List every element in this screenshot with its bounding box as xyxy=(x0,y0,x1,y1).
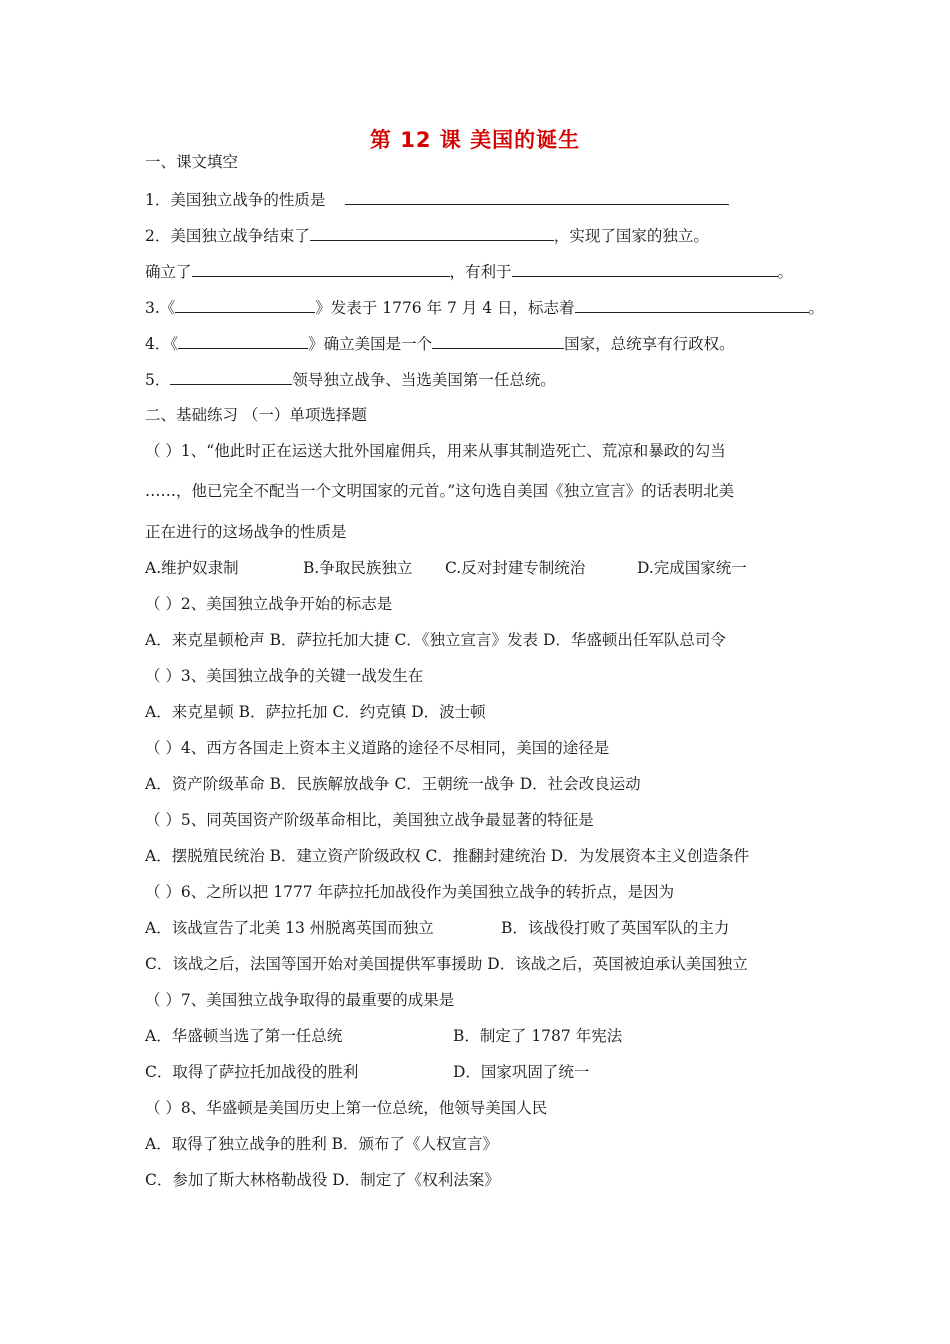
option-a[interactable]: A．华盛顿当选了第一任总统 xyxy=(145,1027,343,1045)
choice-options-4[interactable]: A．资产阶级革命 B．民族解放战争 C．王朝统一战争 D．社会改良运动 xyxy=(145,775,641,793)
page-title: 第 12 课 美国的诞生 xyxy=(369,128,581,152)
question-text: ，实现了国家的独立。 xyxy=(553,227,709,245)
answer-blank[interactable] xyxy=(345,189,729,205)
option-a[interactable]: A．该战宣告了北美 13 州脱离英国而独立 xyxy=(145,919,434,937)
choice-question-1-cont: 正在进行的这场战争的性质是 xyxy=(145,523,347,541)
question-text: 确立了 xyxy=(145,263,192,281)
choice-options-1 xyxy=(145,558,747,578)
choice-options-5[interactable]: A．摆脱殖民统治 B．建立资产阶级政权 C．推翻封建统治 D．为发展资本主义创造条件 xyxy=(145,847,750,865)
question-text: 。 xyxy=(808,299,825,317)
choice-question-7: （ ）7、美国独立战争取得的最重要的成果是 xyxy=(145,991,455,1009)
question-text: 5． xyxy=(145,371,171,389)
choice-question-3: （ ）3、美国独立战争的关键一战发生在 xyxy=(145,667,424,685)
question-text: 3.《 xyxy=(145,299,176,317)
option-b[interactable]: B．该战役打败了英国军队的主力 xyxy=(501,919,730,937)
answer-blank[interactable] xyxy=(512,261,778,277)
option-b[interactable]: B.争取民族独立 xyxy=(303,559,413,577)
choice-options-6 xyxy=(145,918,730,938)
fill-question-4 xyxy=(145,333,735,354)
choice-options-8[interactable]: A．取得了独立战争的胜利 B．颁布了《人权宣言》 xyxy=(145,1135,499,1153)
fill-question-2-cont xyxy=(145,261,793,282)
question-text: 》发表于 1776 年 7 月 4 日，标志着 xyxy=(315,299,575,317)
question-text: 2．美国独立战争结束了 xyxy=(145,227,310,245)
choice-options-8-cont[interactable]: C．参加了斯大林格勒战役 D．制定了《权利法案》 xyxy=(145,1171,500,1189)
answer-blank[interactable] xyxy=(178,333,308,349)
option-d[interactable]: D.完成国家统一 xyxy=(637,559,747,577)
choice-options-7 xyxy=(145,1026,623,1046)
choice-question-1: （ ）1、“他此时正在运送大批外国雇佣兵，用来从事其制造死亡、荒凉和暴政的勾当 xyxy=(145,442,726,460)
answer-blank[interactable] xyxy=(310,225,554,241)
question-text: 》确立美国是一个 xyxy=(308,335,433,353)
choice-options-7-cont xyxy=(145,1062,590,1082)
option-c[interactable]: C．取得了萨拉托加战役的胜利 xyxy=(145,1063,359,1081)
section2-heading: 二、基础练习 （一）单项选择题 xyxy=(145,406,367,424)
option-a[interactable]: A.维护奴隶制 xyxy=(145,559,239,577)
choice-question-1-cont: ……，他已完全不配当一个文明国家的元首。”这句选自美国《独立宣言》的话表明北美 xyxy=(145,482,735,500)
question-text: 1．美国独立战争的性质是 xyxy=(145,191,326,209)
question-text: 领导独立战争、当选美国第一任总统。 xyxy=(292,371,556,389)
question-text: ，有利于 xyxy=(449,263,512,281)
choice-question-4: （ ）4、西方各国走上资本主义道路的途径不尽相同，美国的途径是 xyxy=(145,739,610,757)
option-d[interactable]: D．国家巩固了统一 xyxy=(453,1063,590,1081)
choice-question-2: （ ）2、美国独立战争开始的标志是 xyxy=(145,595,393,613)
fill-question-2 xyxy=(145,225,709,246)
fill-question-1 xyxy=(145,189,729,210)
choice-question-5: （ ）5、同英国资产阶级革命相比，美国独立战争最显著的特征是 xyxy=(145,811,594,829)
answer-blank[interactable] xyxy=(175,297,315,313)
fill-question-3 xyxy=(145,297,824,318)
fill-question-5 xyxy=(145,369,556,390)
answer-blank[interactable] xyxy=(170,369,292,385)
option-b[interactable]: B．制定了 1787 年宪法 xyxy=(453,1027,623,1045)
choice-question-6: （ ）6、之所以把 1777 年萨拉托加战役作为美国独立战争的转折点，是因为 xyxy=(145,883,675,901)
choice-options-6-cont[interactable]: C．该战之后，法国等国开始对美国提供军事援助 D．该战之后，英国被迫承认美国独立 xyxy=(145,955,748,973)
question-text: 国家，总统享有行政权。 xyxy=(564,335,735,353)
section1-heading: 一、课文填空 xyxy=(145,153,239,171)
answer-blank[interactable] xyxy=(192,261,450,277)
option-c[interactable]: C.反对封建专制统治 xyxy=(445,559,586,577)
question-text: 。 xyxy=(777,263,794,281)
answer-blank[interactable] xyxy=(432,333,564,349)
question-text: 4．《 xyxy=(145,335,179,353)
choice-options-3[interactable]: A．来克星顿 B．萨拉托加 C．约克镇 D．波士顿 xyxy=(145,703,486,721)
choice-question-8: （ ）8、华盛顿是美国历史上第一位总统，他领导美国人民 xyxy=(145,1099,548,1117)
answer-blank[interactable] xyxy=(575,297,809,313)
choice-options-2[interactable]: A．来克星顿枪声 B．萨拉托加大捷 C．《独立宣言》发表 D．华盛顿出任军队总司令 xyxy=(145,631,726,649)
